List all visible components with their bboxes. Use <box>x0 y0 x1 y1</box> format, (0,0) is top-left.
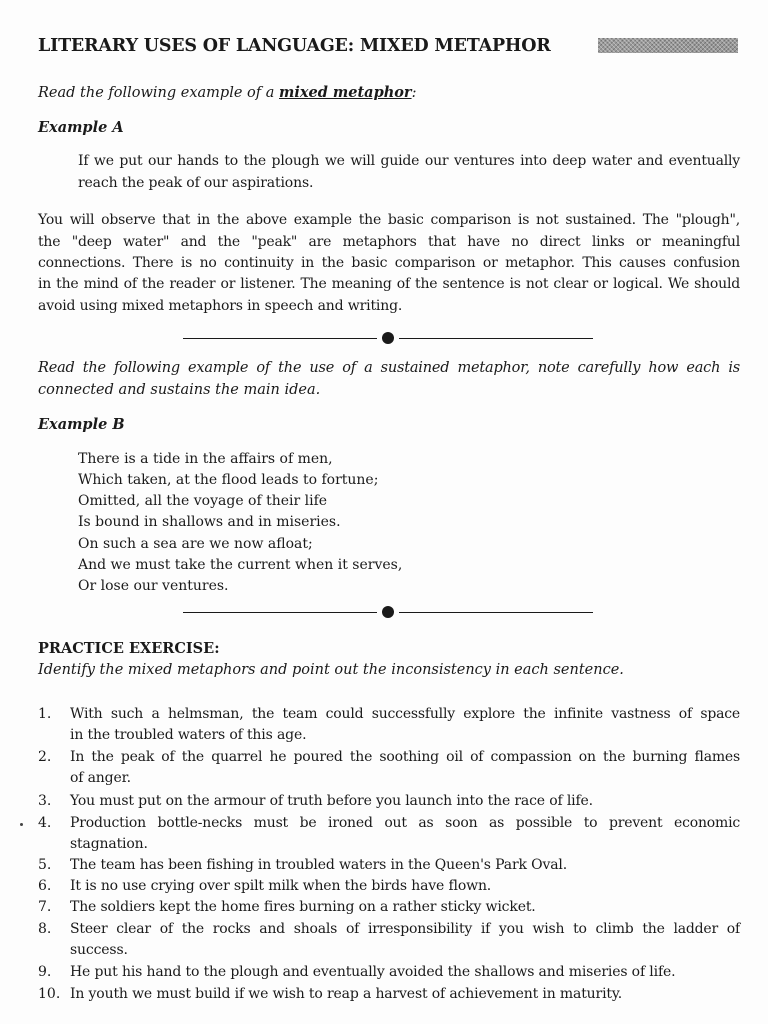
list-item-number: 10. <box>38 986 61 1002</box>
poem-line: On such a sea are we now afloat; <box>78 536 313 552</box>
list-item-number: 5. <box>38 857 52 873</box>
list-item-text: With such a helmsman, the team could successfully explore the infinite vastness of space <box>70 706 740 722</box>
example-b-label: Example B <box>38 416 125 433</box>
practice-heading: PRACTICE EXERCISE: <box>38 640 220 657</box>
example-a-line-1: If we put our hands to the plough we will guide our ventures into deep water and eventually <box>78 153 740 169</box>
list-item-number: 4. <box>38 815 52 831</box>
page-title: LITERARY USES OF LANGUAGE: MIXED METAPHOR <box>38 36 551 56</box>
explanation-line-4: in the mind of the reader or listener. The meaning of the sentence is not clear or logical. We should <box>38 276 740 292</box>
intro-a-term: mixed metaphor <box>279 84 412 101</box>
divider-bullet-icon <box>382 332 394 344</box>
list-item-text: In youth we must build if we wish to reap a harvest of achievement in maturity. <box>70 986 623 1002</box>
poem-line: There is a tide in the affairs of men, <box>78 451 333 467</box>
divider-bullet-icon <box>382 606 394 618</box>
list-item-text: stagnation. <box>70 836 148 852</box>
list-item-number: 3. <box>38 793 52 809</box>
poem-line: And we must take the current when it serves, <box>78 557 403 573</box>
list-item-text: success. <box>70 942 128 958</box>
list-item-number: 9. <box>38 964 52 980</box>
list-item-text: He put his hand to the plough and eventually avoided the shallows and miseries of life. <box>70 964 676 980</box>
list-item-text: The soldiers kept the home fires burning on a rather sticky wicket. <box>70 899 536 915</box>
explanation-line-5: avoid using mixed metaphors in speech and writing. <box>38 298 403 314</box>
explanation-line-1: You will observe that in the above example the basic comparison is not sustained. The "plough", <box>38 212 740 228</box>
list-item-text: Production bottle-necks must be ironed out as soon as possible to prevent economic <box>70 815 740 831</box>
explanation-line-3: connections. There is no continuity in the basic comparison or metaphor. This causes confusion <box>38 255 740 271</box>
practice-instruction: Identify the mixed metaphors and point out the inconsistency in each sentence. <box>38 662 624 678</box>
list-item-text: Steer clear of the rocks and shoals of irresponsibility if you wish to climb the ladder of <box>70 921 740 937</box>
explanation-line-2: the "deep water" and the "peak" are metaphors that have no direct links or meaningful <box>38 234 740 250</box>
intro-a-suffix: : <box>411 85 417 101</box>
list-item-number: 1. <box>38 706 52 722</box>
title-decorative-bar <box>598 38 738 53</box>
list-item-text: of anger. <box>70 770 131 786</box>
intro-b-line-2: connected and sustains the main idea. <box>38 382 321 398</box>
intro-a <box>38 84 416 101</box>
title-row <box>38 36 740 60</box>
section-divider-1 <box>183 332 593 344</box>
divider-rule <box>399 612 593 613</box>
example-a-label: Example A <box>38 119 124 136</box>
list-item-number: 2. <box>38 749 52 765</box>
divider-rule <box>183 338 377 339</box>
intro-b-line-1: Read the following example of the use of a sustained metaphor, note carefully how each is <box>38 360 740 376</box>
list-item-text: The team has been fishing in troubled waters in the Queen's Park Oval. <box>70 857 568 873</box>
list-item-text: It is no use crying over spilt milk when the birds have flown. <box>70 878 492 894</box>
intro-a-prefix: Read the following example of a <box>38 85 279 101</box>
list-item-number: 6. <box>38 878 52 894</box>
poem-line: Omitted, all the voyage of their life <box>78 493 328 509</box>
divider-rule <box>183 612 377 613</box>
divider-rule <box>399 338 593 339</box>
list-item-text: You must put on the armour of truth before you launch into the race of life. <box>70 793 593 809</box>
list-item-number: 8. <box>38 921 52 937</box>
margin-speck <box>20 823 23 826</box>
poem-line: Is bound in shallows and in miseries. <box>78 514 341 530</box>
poem-line: Or lose our ventures. <box>78 578 229 594</box>
list-item-text: in the troubled waters of this age. <box>70 727 307 743</box>
example-a-line-2: reach the peak of our aspirations. <box>78 175 314 191</box>
list-item-text: In the peak of the quarrel he poured the soothing oil of compassion on the burning flames <box>70 749 740 765</box>
list-item-number: 7. <box>38 899 52 915</box>
section-divider-2 <box>183 606 593 618</box>
poem-line: Which taken, at the flood leads to fortune; <box>78 472 379 488</box>
